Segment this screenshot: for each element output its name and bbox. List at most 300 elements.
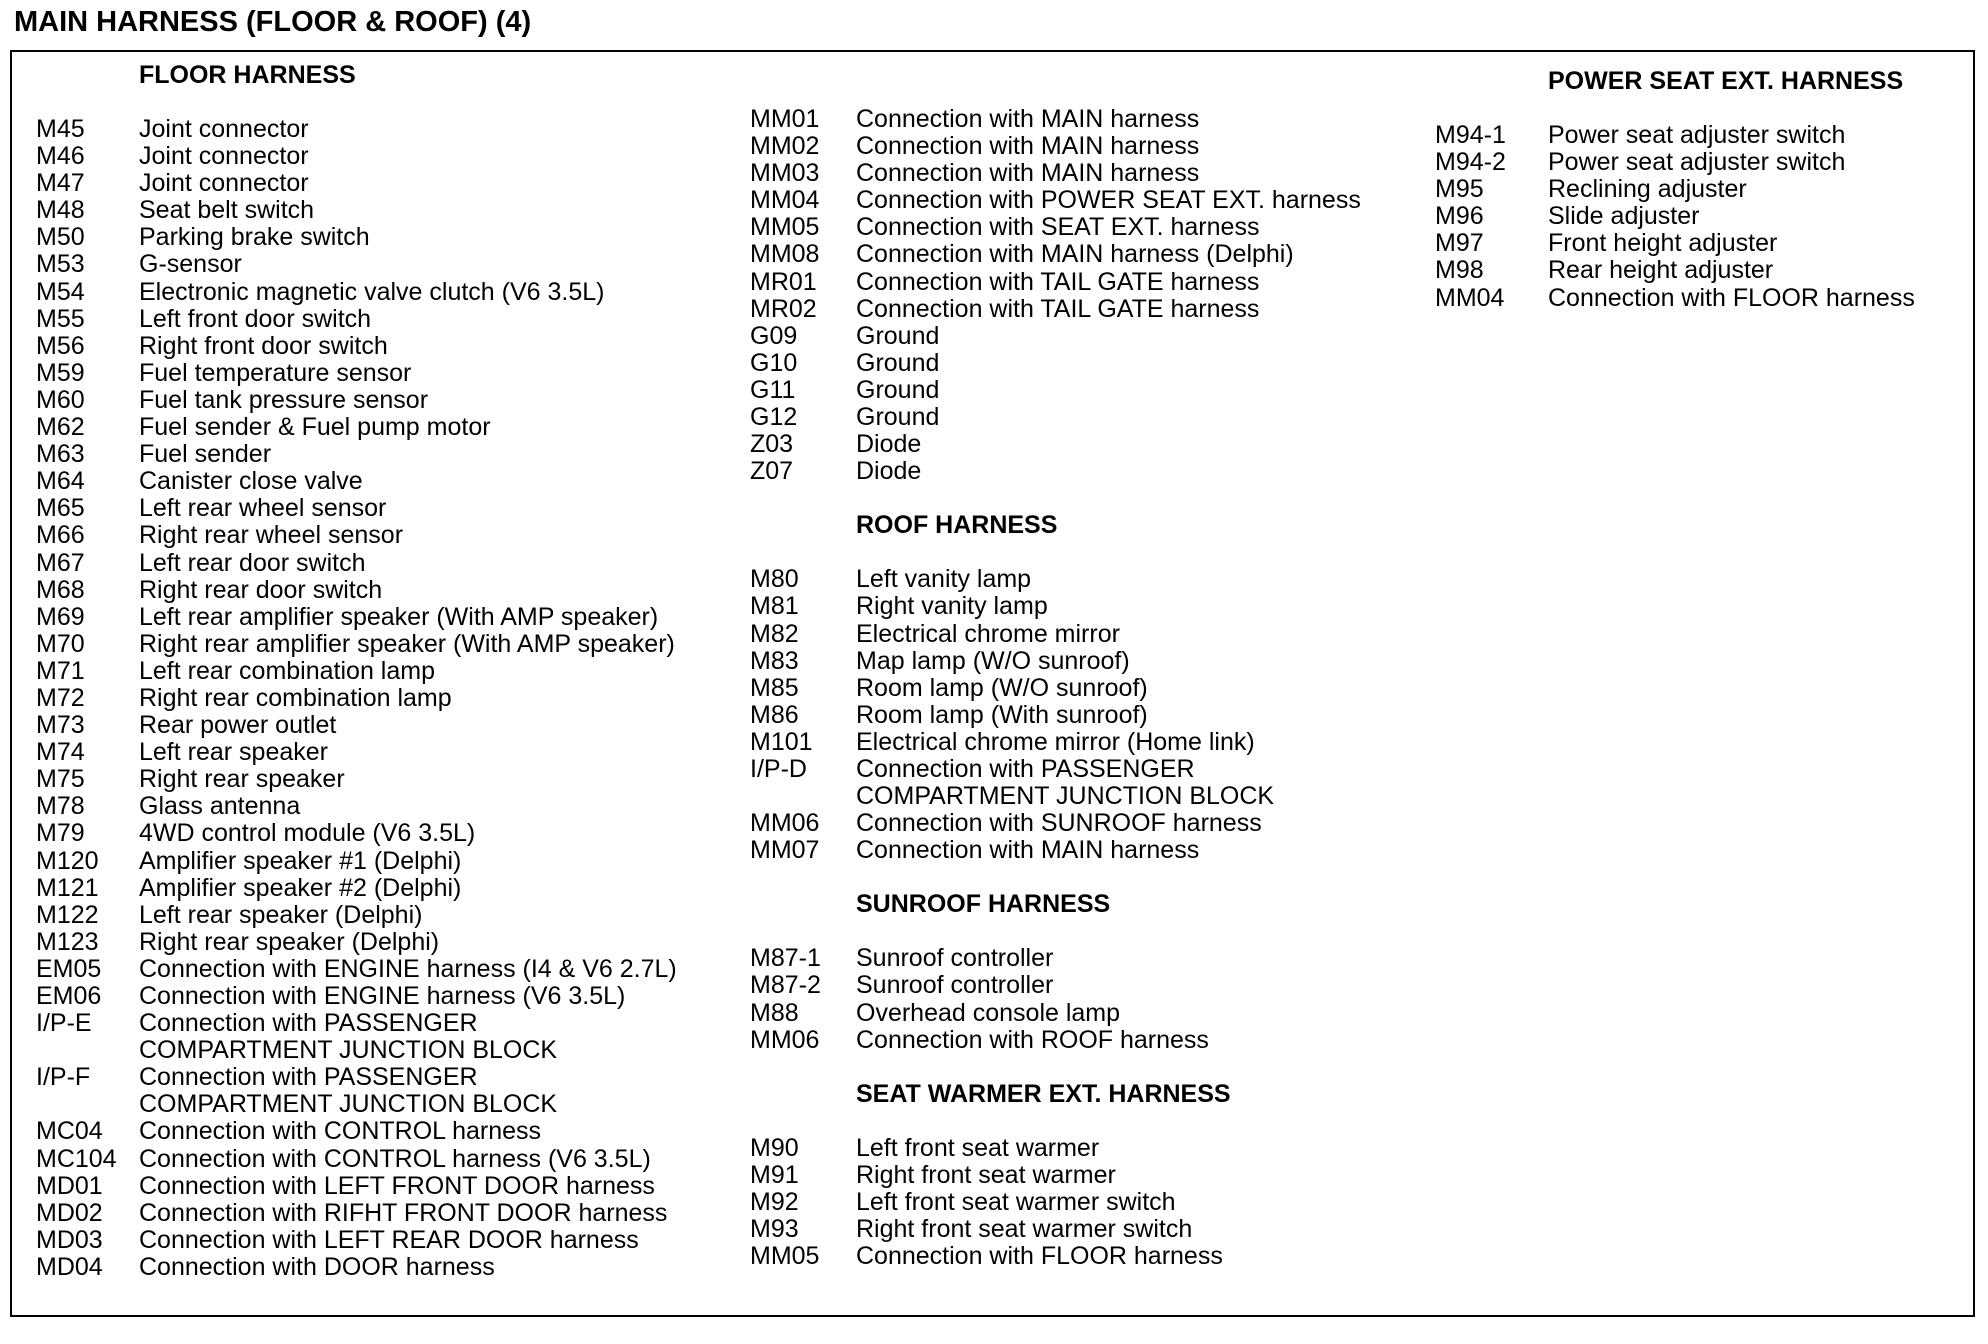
connector-description bbox=[1548, 149, 1975, 176]
connector-description bbox=[139, 902, 736, 929]
connector-row bbox=[36, 197, 736, 224]
column-power-seat bbox=[1435, 68, 1975, 339]
description-line: Connection with PASSENGER bbox=[139, 1009, 478, 1038]
connector-row bbox=[36, 793, 736, 820]
description-line: Left front seat warmer switch bbox=[856, 1187, 1176, 1216]
connector-row bbox=[36, 550, 736, 577]
connector-row bbox=[750, 837, 1430, 864]
connector-code: M80 bbox=[750, 565, 799, 594]
connector-description bbox=[856, 377, 1430, 404]
connector-description bbox=[139, 658, 736, 685]
description-line: Left vanity lamp bbox=[856, 565, 1032, 594]
connector-row bbox=[750, 187, 1430, 214]
connector-description bbox=[139, 522, 736, 549]
connector-row bbox=[750, 675, 1430, 702]
description-line: Power seat adjuster switch bbox=[1548, 121, 1846, 149]
description-line: Connection with TAIL GATE harness bbox=[856, 294, 1260, 323]
connector-code: M97 bbox=[1435, 229, 1484, 258]
connector-row bbox=[36, 685, 736, 712]
connector-description bbox=[139, 197, 736, 224]
connector-description bbox=[139, 848, 736, 875]
connector-code: M63 bbox=[36, 440, 85, 469]
connector-code: M69 bbox=[36, 602, 85, 631]
connector-code: MM06 bbox=[750, 1025, 820, 1054]
connector-description bbox=[139, 1200, 736, 1227]
connector-description bbox=[856, 566, 1430, 593]
connector-description bbox=[1548, 230, 1975, 257]
description-line: Left front seat warmer bbox=[856, 1133, 1100, 1162]
connector-description bbox=[856, 269, 1430, 296]
connector-row bbox=[750, 1216, 1430, 1243]
connector-code: M83 bbox=[750, 646, 799, 675]
connector-code: M88 bbox=[750, 998, 799, 1027]
connector-row bbox=[750, 729, 1430, 756]
description-line: Electronic magnetic valve clutch (V6 3.5L) bbox=[139, 277, 605, 306]
description-line: Fuel temperature sensor bbox=[139, 358, 412, 387]
connector-row bbox=[36, 1173, 736, 1200]
connector-row bbox=[1435, 149, 1975, 176]
connector-description bbox=[856, 729, 1430, 756]
connector-list bbox=[750, 566, 1430, 864]
connector-description bbox=[139, 550, 736, 577]
connector-description bbox=[1548, 203, 1975, 230]
connector-description bbox=[139, 1010, 736, 1064]
connector-description bbox=[1548, 257, 1975, 284]
connector-row bbox=[750, 160, 1430, 187]
connector-code: MM02 bbox=[750, 132, 820, 161]
connector-row bbox=[750, 566, 1430, 593]
connector-code: EM05 bbox=[36, 954, 102, 983]
description-line: Connection with RIFHT FRONT DOOR harness bbox=[139, 1198, 668, 1227]
connector-row bbox=[36, 387, 736, 414]
connector-row bbox=[36, 739, 736, 766]
connector-row bbox=[750, 106, 1430, 133]
harness-section bbox=[750, 891, 1430, 1053]
description-line: Connection with FLOOR harness bbox=[856, 1242, 1223, 1271]
column-middle bbox=[750, 106, 1430, 1297]
description-line: Connection with POWER SEAT EXT. harness bbox=[856, 186, 1361, 215]
connector-description bbox=[139, 468, 736, 495]
connector-code: M79 bbox=[36, 819, 85, 848]
connector-row bbox=[750, 296, 1430, 323]
description-line: Parking brake switch bbox=[139, 223, 370, 252]
description-line: Right rear speaker bbox=[139, 765, 345, 794]
connector-description bbox=[139, 983, 736, 1010]
description-line: Overhead console lamp bbox=[856, 998, 1121, 1027]
connector-description bbox=[139, 1146, 736, 1173]
connector-code: M92 bbox=[750, 1187, 799, 1216]
connector-description bbox=[856, 106, 1430, 133]
description-line: Canister close valve bbox=[139, 467, 363, 496]
connector-description bbox=[856, 675, 1430, 702]
harness-section bbox=[750, 512, 1430, 864]
connector-code: G12 bbox=[750, 403, 798, 432]
connector-row bbox=[36, 143, 736, 170]
connector-row bbox=[36, 116, 736, 143]
section-heading: FLOOR HARNESS bbox=[139, 61, 356, 89]
connector-row bbox=[36, 1227, 736, 1254]
connector-code: M62 bbox=[36, 413, 85, 442]
connector-row bbox=[750, 593, 1430, 620]
connector-description bbox=[139, 875, 736, 902]
column-floor bbox=[36, 62, 736, 1308]
description-line: Amplifier speaker #1 (Delphi) bbox=[139, 846, 462, 875]
connector-code: M94-1 bbox=[1435, 121, 1506, 149]
connector-row bbox=[36, 495, 736, 522]
connector-code: M93 bbox=[750, 1215, 799, 1243]
connector-code: M59 bbox=[36, 358, 85, 387]
connector-row bbox=[750, 350, 1430, 377]
connector-code: M121 bbox=[36, 873, 99, 902]
connector-row bbox=[36, 170, 736, 197]
connector-code: M68 bbox=[36, 575, 85, 604]
description-line: Map lamp (W/O sunroof) bbox=[856, 646, 1130, 675]
connector-code: MM04 bbox=[1435, 283, 1505, 312]
connector-description bbox=[139, 143, 736, 170]
description-line: Room lamp (With sunroof) bbox=[856, 700, 1148, 729]
description-line: Connection with MAIN harness bbox=[856, 132, 1200, 161]
description-line: Sunroof controller bbox=[856, 971, 1054, 1000]
connector-code: Z03 bbox=[750, 430, 794, 459]
connector-code: EM06 bbox=[36, 982, 102, 1010]
connector-row bbox=[750, 648, 1430, 675]
connector-description bbox=[1548, 122, 1975, 149]
connector-row bbox=[36, 468, 736, 495]
connector-code: M85 bbox=[750, 673, 799, 702]
connector-code: M90 bbox=[750, 1133, 799, 1162]
connector-code: M98 bbox=[1435, 256, 1484, 285]
connector-row bbox=[750, 377, 1430, 404]
connector-list bbox=[1435, 122, 1975, 312]
connector-code: M67 bbox=[36, 548, 85, 577]
connector-code: M122 bbox=[36, 900, 99, 929]
connector-description bbox=[139, 793, 736, 820]
connector-row bbox=[36, 577, 736, 604]
connector-row bbox=[36, 333, 736, 360]
description-line: Left rear wheel sensor bbox=[139, 494, 387, 523]
connector-row bbox=[1435, 176, 1975, 203]
connector-description bbox=[139, 279, 736, 306]
connector-description bbox=[856, 810, 1430, 837]
connector-code: MD03 bbox=[36, 1225, 103, 1254]
harness-section bbox=[750, 1081, 1430, 1270]
connector-code: M70 bbox=[36, 629, 85, 658]
connector-description bbox=[139, 495, 736, 522]
connector-description bbox=[139, 685, 736, 712]
connector-description bbox=[856, 756, 1430, 810]
connector-description bbox=[856, 458, 1430, 485]
connector-description bbox=[139, 739, 736, 766]
connector-list bbox=[750, 1135, 1430, 1270]
connector-description bbox=[856, 972, 1430, 999]
connector-code: M123 bbox=[36, 927, 99, 956]
connector-row bbox=[1435, 122, 1975, 149]
description-line: G-sensor bbox=[139, 250, 242, 279]
connector-row bbox=[36, 875, 736, 902]
connector-description bbox=[139, 441, 736, 468]
connector-description bbox=[856, 241, 1430, 268]
connector-row bbox=[36, 224, 736, 251]
harness-section bbox=[36, 62, 736, 1281]
connector-code: MD04 bbox=[36, 1252, 103, 1281]
connector-row bbox=[36, 712, 736, 739]
description-line: Right rear door switch bbox=[139, 575, 383, 604]
connector-description bbox=[139, 116, 736, 143]
description-line: Connection with LEFT FRONT DOOR harness bbox=[139, 1171, 655, 1200]
description-line: Left rear amplifier speaker (With AMP speaker) bbox=[139, 602, 659, 631]
connector-code: M60 bbox=[36, 385, 85, 414]
connector-row bbox=[750, 404, 1430, 431]
harness-section bbox=[1435, 68, 1975, 312]
connector-row bbox=[1435, 203, 1975, 230]
description-line: Connection with ENGINE harness (I4 & V6 2.7L) bbox=[139, 954, 677, 983]
connector-code: M72 bbox=[36, 683, 85, 712]
connector-row bbox=[750, 269, 1430, 296]
connector-code: M87-1 bbox=[750, 944, 821, 973]
description-line: Right front door switch bbox=[139, 331, 388, 360]
description-line: Room lamp (W/O sunroof) bbox=[856, 673, 1148, 702]
connector-code: MR02 bbox=[750, 294, 817, 323]
connector-description bbox=[856, 1135, 1430, 1162]
description-line: Connection with ENGINE harness (V6 3.5L) bbox=[139, 982, 626, 1010]
connector-code: M47 bbox=[36, 169, 85, 198]
connector-description bbox=[856, 621, 1430, 648]
connector-row bbox=[36, 820, 736, 847]
connector-description bbox=[139, 251, 736, 278]
description-line: Electrical chrome mirror bbox=[856, 619, 1120, 648]
connector-row bbox=[36, 983, 736, 1010]
connector-row bbox=[750, 1162, 1430, 1189]
connector-description bbox=[856, 404, 1430, 431]
connector-code: M86 bbox=[750, 700, 799, 729]
description-line: Right rear amplifier speaker (With AMP speaker) bbox=[139, 629, 675, 658]
connector-row bbox=[750, 945, 1430, 972]
connector-code: MM06 bbox=[750, 809, 820, 838]
connector-row bbox=[36, 1254, 736, 1281]
connector-row bbox=[750, 431, 1430, 458]
connector-code: M120 bbox=[36, 846, 99, 875]
connector-code: MD01 bbox=[36, 1171, 103, 1200]
connector-row bbox=[1435, 230, 1975, 257]
connector-list bbox=[36, 116, 736, 1281]
connector-row bbox=[750, 621, 1430, 648]
connector-row bbox=[750, 1000, 1430, 1027]
connector-code: MM03 bbox=[750, 159, 820, 188]
connector-code: M91 bbox=[750, 1160, 799, 1189]
description-line: Ground bbox=[856, 321, 940, 350]
connector-code: M75 bbox=[36, 765, 85, 794]
description-line: Right rear combination lamp bbox=[139, 683, 452, 712]
description-line: Diode bbox=[856, 430, 922, 459]
connector-description bbox=[856, 593, 1430, 620]
connector-description bbox=[139, 577, 736, 604]
description-line: Left rear door switch bbox=[139, 548, 366, 577]
connector-code: M78 bbox=[36, 792, 85, 821]
connector-description bbox=[856, 296, 1430, 323]
connector-description bbox=[139, 1227, 736, 1254]
connector-code: G10 bbox=[750, 348, 798, 377]
connector-description bbox=[856, 431, 1430, 458]
description-line: Connection with MAIN harness (Delphi) bbox=[856, 240, 1294, 269]
description-line: Amplifier speaker #2 (Delphi) bbox=[139, 873, 462, 902]
description-line: Connection with CONTROL harness bbox=[139, 1117, 542, 1146]
connector-code: MM04 bbox=[750, 186, 820, 215]
connector-row bbox=[36, 658, 736, 685]
connector-row bbox=[36, 1064, 736, 1118]
connector-row bbox=[36, 766, 736, 793]
connector-code: M87-2 bbox=[750, 971, 821, 1000]
connector-description bbox=[856, 350, 1430, 377]
description-line: Connection with SUNROOF harness bbox=[856, 809, 1262, 838]
connector-code: M73 bbox=[36, 711, 85, 740]
description-line: Connection with ROOF harness bbox=[856, 1025, 1209, 1054]
connector-code: I/P-D bbox=[750, 754, 807, 783]
connector-description bbox=[139, 820, 736, 847]
connector-row bbox=[750, 1189, 1430, 1216]
connector-description bbox=[1548, 285, 1975, 312]
connector-description bbox=[139, 712, 736, 739]
description-line: Joint connector bbox=[139, 115, 309, 143]
connector-code: Z07 bbox=[750, 457, 794, 486]
description-line: Connection with MAIN harness bbox=[856, 836, 1200, 865]
description-line: Left rear combination lamp bbox=[139, 656, 435, 685]
connector-row bbox=[750, 756, 1430, 810]
description-line: Connection with LEFT REAR DOOR harness bbox=[139, 1225, 639, 1254]
description-line: Fuel sender & Fuel pump motor bbox=[139, 413, 491, 442]
connector-description bbox=[139, 929, 736, 956]
connector-description bbox=[856, 1162, 1430, 1189]
connector-code: M48 bbox=[36, 196, 85, 225]
description-line: Diode bbox=[856, 457, 922, 486]
connector-code: M94-2 bbox=[1435, 148, 1506, 177]
section-heading: POWER SEAT EXT. HARNESS bbox=[1548, 67, 1904, 95]
connector-code: M74 bbox=[36, 738, 85, 767]
connector-row bbox=[750, 1135, 1430, 1162]
connector-code: G09 bbox=[750, 321, 798, 350]
connector-code: M54 bbox=[36, 277, 85, 306]
connector-description bbox=[139, 1064, 736, 1118]
connector-code: MC04 bbox=[36, 1117, 103, 1146]
connector-description bbox=[139, 306, 736, 333]
connector-description bbox=[139, 333, 736, 360]
connector-code: MM05 bbox=[750, 1242, 820, 1271]
connector-code: M50 bbox=[36, 223, 85, 252]
connector-code: MM05 bbox=[750, 213, 820, 242]
connector-row bbox=[1435, 257, 1975, 284]
connector-description bbox=[139, 1254, 736, 1281]
connector-row bbox=[750, 702, 1430, 729]
connector-row bbox=[36, 1146, 736, 1173]
description-line: Connection with CONTROL harness (V6 3.5L) bbox=[139, 1144, 651, 1173]
connector-code: M81 bbox=[750, 592, 799, 621]
connector-code: M96 bbox=[1435, 202, 1484, 231]
connector-code: M71 bbox=[36, 656, 85, 685]
connector-code: M53 bbox=[36, 250, 85, 279]
connector-row bbox=[750, 458, 1430, 485]
connector-code: G11 bbox=[750, 375, 796, 404]
description-line: COMPARTMENT JUNCTION BLOCK bbox=[139, 1036, 558, 1065]
connector-row bbox=[36, 306, 736, 333]
section-heading: SEAT WARMER EXT. HARNESS bbox=[856, 1079, 1231, 1108]
description-line: Connection with MAIN harness bbox=[856, 159, 1200, 188]
description-line: Connection with SEAT EXT. harness bbox=[856, 213, 1260, 242]
connector-description bbox=[856, 1027, 1430, 1054]
connector-code: I/P-F bbox=[36, 1063, 91, 1092]
connector-row bbox=[36, 441, 736, 468]
connector-description bbox=[856, 1243, 1430, 1270]
connector-row bbox=[750, 1027, 1430, 1054]
connector-row bbox=[36, 848, 736, 875]
description-line: COMPARTMENT JUNCTION BLOCK bbox=[139, 1090, 558, 1119]
description-line: Connection with TAIL GATE harness bbox=[856, 267, 1260, 296]
connector-description bbox=[139, 1118, 736, 1145]
connector-description bbox=[139, 766, 736, 793]
description-line: Connection with MAIN harness bbox=[856, 105, 1200, 133]
connector-code: M46 bbox=[36, 142, 85, 171]
connector-row bbox=[750, 1243, 1430, 1270]
connector-code: M101 bbox=[750, 727, 813, 756]
connector-row bbox=[36, 956, 736, 983]
description-line: Joint connector bbox=[139, 169, 309, 198]
connector-description bbox=[139, 956, 736, 983]
connector-code: M82 bbox=[750, 619, 799, 648]
connector-description bbox=[139, 387, 736, 414]
connector-code: MM08 bbox=[750, 240, 820, 269]
description-line: Left rear speaker (Delphi) bbox=[139, 900, 423, 929]
connector-code: I/P-E bbox=[36, 1009, 92, 1038]
description-line: Right rear wheel sensor bbox=[139, 521, 404, 550]
description-line: Right rear speaker (Delphi) bbox=[139, 927, 440, 956]
description-line: Connection with PASSENGER bbox=[856, 754, 1195, 783]
connector-row bbox=[36, 1200, 736, 1227]
connector-description bbox=[1548, 176, 1975, 203]
description-line: Right front seat warmer bbox=[856, 1160, 1116, 1189]
connector-code: M45 bbox=[36, 115, 85, 143]
description-line: 4WD control module (V6 3.5L) bbox=[139, 819, 476, 848]
connector-code: MM07 bbox=[750, 836, 820, 865]
description-line: Connection with PASSENGER bbox=[139, 1063, 478, 1092]
connector-row bbox=[750, 323, 1430, 350]
description-line: Left front door switch bbox=[139, 304, 372, 333]
description-line: Fuel sender bbox=[139, 440, 272, 469]
connector-row bbox=[750, 214, 1430, 241]
description-line: Left rear speaker bbox=[139, 738, 328, 767]
description-line: Connection with FLOOR harness bbox=[1548, 283, 1915, 312]
connector-description bbox=[856, 214, 1430, 241]
description-line: Reclining adjuster bbox=[1548, 175, 1747, 204]
connector-row bbox=[1435, 285, 1975, 312]
connector-code: MR01 bbox=[750, 267, 817, 296]
connector-description bbox=[139, 414, 736, 441]
connector-description bbox=[856, 837, 1430, 864]
connector-row bbox=[36, 414, 736, 441]
connector-code: MD02 bbox=[36, 1198, 103, 1227]
description-line: Ground bbox=[856, 403, 940, 432]
connector-row bbox=[36, 279, 736, 306]
connector-description bbox=[856, 1216, 1430, 1243]
connector-description bbox=[856, 648, 1430, 675]
section-heading: SUNROOF HARNESS bbox=[856, 890, 1111, 919]
connector-description bbox=[139, 170, 736, 197]
connector-row bbox=[750, 810, 1430, 837]
description-line: Connection with DOOR harness bbox=[139, 1252, 495, 1281]
connector-row bbox=[36, 522, 736, 549]
page-title: MAIN HARNESS (FLOOR & ROOF) (4) bbox=[14, 6, 532, 38]
connector-description bbox=[856, 133, 1430, 160]
connector-description bbox=[856, 702, 1430, 729]
connector-list bbox=[750, 945, 1430, 1053]
description-line: Fuel tank pressure sensor bbox=[139, 385, 429, 414]
